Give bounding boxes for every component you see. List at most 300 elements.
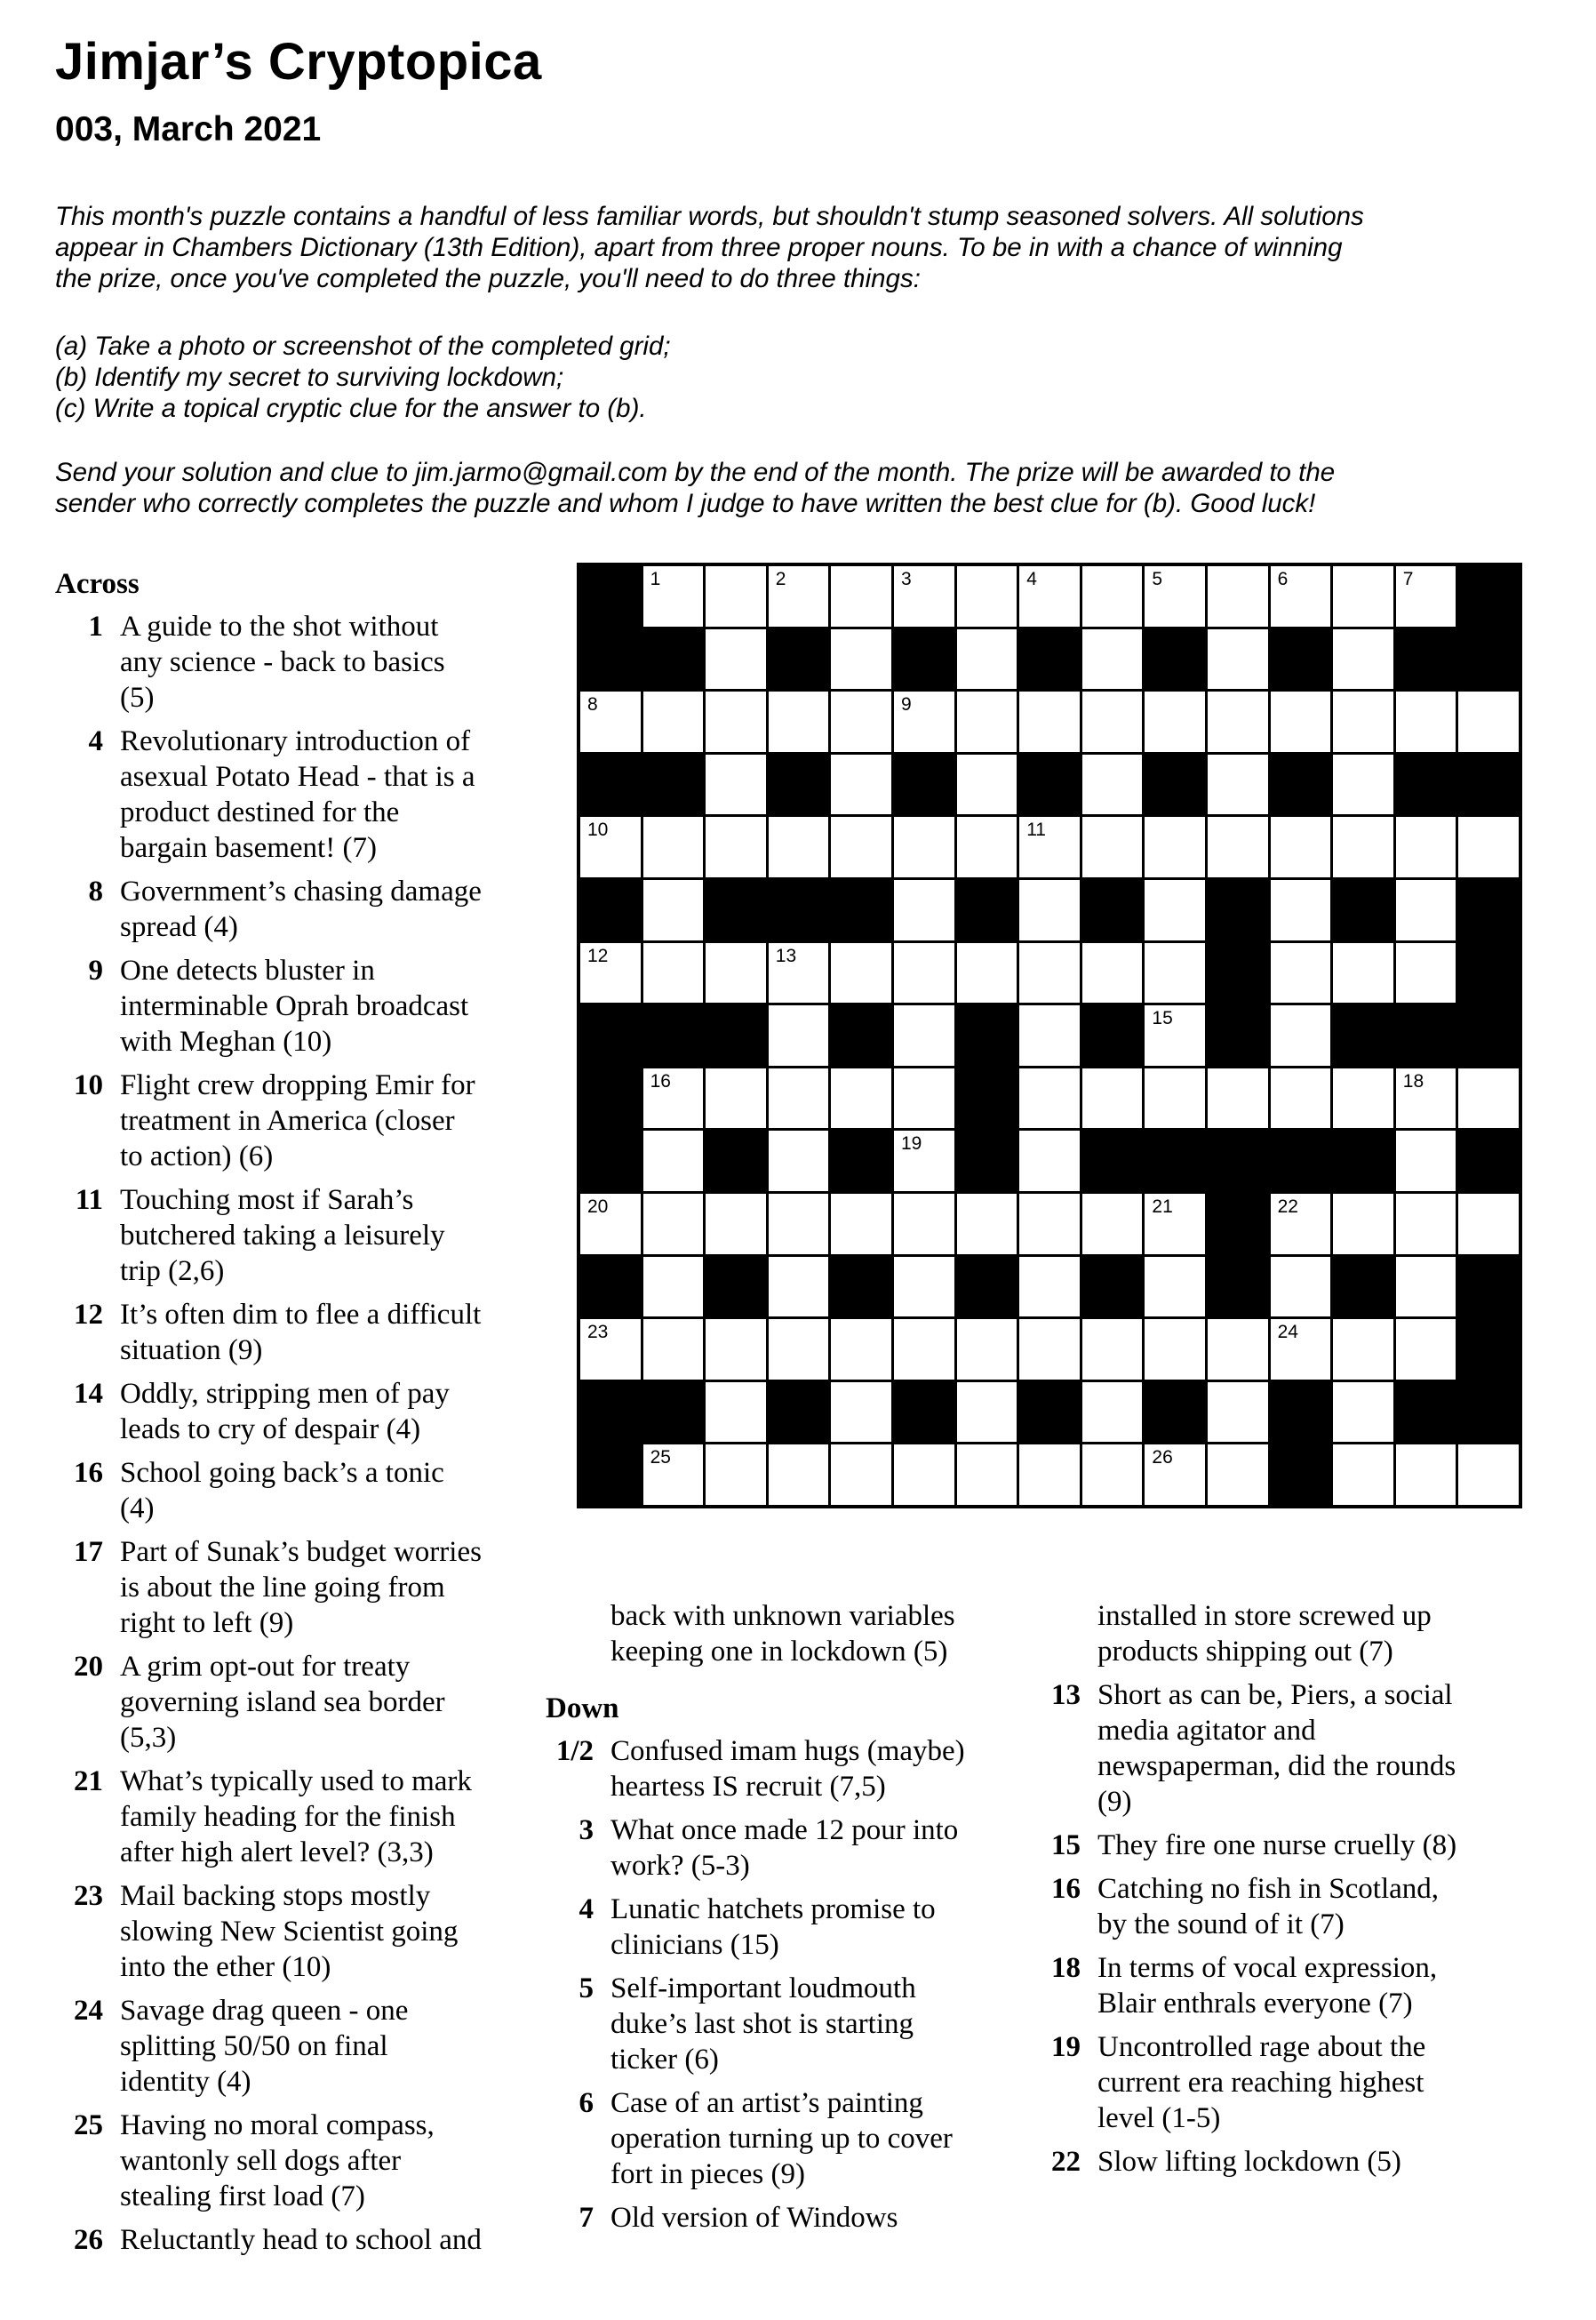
grid-cell[interactable]: [769, 943, 829, 1004]
grid-cell[interactable]: [1333, 1194, 1393, 1254]
clue-number: 5: [1152, 569, 1163, 589]
clue-number: 3: [579, 1814, 594, 1846]
grid-cell-black: [769, 1382, 829, 1443]
clue-item: [55, 1649, 553, 1756]
grid-cell[interactable]: [1458, 1194, 1519, 1254]
grid-cell[interactable]: [769, 1444, 829, 1505]
clue-number: 2: [775, 569, 786, 589]
grid-cell-black: [1208, 1194, 1268, 1254]
grid-cell-black: [1458, 1005, 1519, 1066]
down-clue-list: [1033, 1677, 1566, 2180]
clue-text-line: Catching no fish in Scotland,: [1097, 1873, 1440, 1905]
clue-text-line: family heading for the finish: [120, 1801, 456, 1833]
grid-cell-black: [769, 629, 829, 690]
clue-text-line: What once made 12 pour into: [610, 1814, 959, 1846]
grid-cell-black: [1458, 755, 1519, 815]
clue-text-line: Revolutionary introduction of: [120, 725, 471, 757]
grid-cell-black: [1082, 1005, 1143, 1066]
clue-text-line: What’s typically used to mark: [120, 1765, 472, 1797]
grid-cell-black: [1145, 1382, 1205, 1443]
clue-text-line: keeping one in lockdown (5): [610, 1636, 948, 1668]
grid-cell[interactable]: [1208, 566, 1268, 627]
grid-cell[interactable]: [831, 1382, 891, 1443]
clue-text-line: heartess IS recruit (7,5): [610, 1771, 886, 1803]
grid-cell[interactable]: [1458, 692, 1519, 752]
grid-cell[interactable]: [1145, 1194, 1205, 1254]
grid-cell[interactable]: [831, 1319, 891, 1380]
clue-text-line: product destined for the: [120, 796, 400, 828]
clue-number: 21: [1152, 1196, 1173, 1217]
grid-cell-black: [580, 880, 641, 940]
clue-number: 21: [74, 1765, 103, 1797]
clue-text-line: after high alert level? (3,3): [120, 1836, 434, 1868]
grid-cell[interactable]: [1019, 1005, 1080, 1066]
clue-text-line: newspaperman, did the rounds: [1097, 1750, 1456, 1782]
grid-cell-black: [706, 1257, 766, 1317]
grid-cell[interactable]: [1019, 566, 1080, 627]
grid-cell-black: [1082, 1257, 1143, 1317]
grid-cell[interactable]: [706, 1444, 766, 1505]
clue-number: 15: [1152, 1008, 1173, 1029]
clue-number: 11: [75, 1184, 103, 1216]
grid-cell[interactable]: [769, 692, 829, 752]
clue-text-line: A grim opt-out for treaty: [120, 1651, 411, 1683]
grid-cell[interactable]: [1396, 943, 1456, 1004]
grid-cell-black: [1396, 1005, 1456, 1066]
grid-cell[interactable]: [1271, 1319, 1331, 1380]
submission-paragraph: [55, 457, 1335, 519]
grid-cell-black: [957, 1068, 1017, 1129]
grid-cell[interactable]: [1019, 880, 1080, 940]
grid-cell[interactable]: [1208, 755, 1268, 815]
grid-cell[interactable]: [643, 1131, 704, 1191]
clue-number: 14: [1215, 945, 1236, 966]
grid-cell-black: [1208, 880, 1268, 940]
grid-cell[interactable]: [957, 692, 1017, 752]
grid-cell[interactable]: [643, 1319, 704, 1380]
grid-cell[interactable]: [1271, 1194, 1331, 1254]
grid-cell[interactable]: [1145, 566, 1205, 627]
grid-cell-black: [1145, 1131, 1205, 1191]
grid-cell[interactable]: [1019, 1194, 1080, 1254]
clue-number: 14: [74, 1378, 103, 1410]
grid-cell[interactable]: [957, 1319, 1017, 1380]
grid-cell[interactable]: [643, 1194, 704, 1254]
grid-cell[interactable]: [831, 692, 891, 752]
across-clue-continuation: [546, 1598, 1043, 1669]
clue-number: 12: [587, 945, 609, 966]
grid-cell-black: [1458, 1319, 1519, 1380]
grid-cell[interactable]: [1333, 1382, 1393, 1443]
clue-number: 26: [74, 2224, 103, 2256]
puzzle-issue: 003, March 2021: [55, 110, 322, 148]
grid-cell[interactable]: [894, 692, 954, 752]
clue-text-line: spread (4): [120, 911, 238, 943]
grid-cell[interactable]: [1145, 943, 1205, 1004]
grid-cell[interactable]: [894, 1257, 954, 1317]
grid-cell[interactable]: [1082, 817, 1143, 877]
clue-text-line: installed in store screwed up: [1097, 1600, 1432, 1632]
clue-text-line: into the ether (10): [120, 1951, 331, 1983]
grid-cell[interactable]: [1208, 692, 1268, 752]
grid-cell[interactable]: [831, 566, 891, 627]
grid-cell[interactable]: [957, 629, 1017, 690]
clue-text-line: asexual Potato Head - that is a: [120, 761, 475, 793]
grid-cell-black: [643, 629, 704, 690]
grid-cell[interactable]: [1396, 1068, 1456, 1129]
clue-text-line: Flight crew dropping Emir for: [120, 1069, 475, 1101]
clue-number: 20: [74, 1651, 103, 1683]
grid-cell[interactable]: [1458, 817, 1519, 877]
grid-cell-black: [706, 1131, 766, 1191]
grid-cell[interactable]: [706, 1319, 766, 1380]
grid-cell[interactable]: [1208, 1444, 1268, 1505]
clue-text-line: (5): [120, 682, 155, 714]
grid-cell[interactable]: [706, 943, 766, 1004]
grid-cell[interactable]: [1145, 692, 1205, 752]
grid-cell-black: [1271, 629, 1331, 690]
clue-item: [546, 1812, 1043, 1884]
grid-cell[interactable]: [894, 566, 954, 627]
clue-item: [1033, 2029, 1566, 2136]
grid-cell[interactable]: [1019, 817, 1080, 877]
clue-number: 4: [88, 725, 103, 757]
grid-cell[interactable]: [1019, 1257, 1080, 1317]
clue-number: 19: [1051, 2031, 1081, 2063]
grid-cell-black: [1458, 1382, 1519, 1443]
grid-cell[interactable]: [1208, 1319, 1268, 1380]
grid-cell[interactable]: [1082, 943, 1143, 1004]
grid-cell[interactable]: [769, 1257, 829, 1317]
clue-number: 1: [650, 569, 661, 589]
clue-number: 1/2: [555, 1735, 594, 1767]
grid-cell[interactable]: [1145, 1068, 1205, 1129]
clue-number: 15: [1051, 1829, 1081, 1861]
grid-cell[interactable]: [957, 1382, 1017, 1443]
grid-cell-black: [1458, 1257, 1519, 1317]
grid-cell[interactable]: [957, 566, 1017, 627]
clue-text-line: Mail backing stops mostly: [120, 1880, 431, 1912]
grid-cell[interactable]: [1271, 1068, 1331, 1129]
clue-text-line: A guide to the shot without: [120, 611, 439, 643]
clue-item: [1033, 1828, 1566, 1863]
clue-column-3: [1033, 1598, 1566, 2188]
grid-cell[interactable]: [1396, 566, 1456, 627]
clue-number: 7: [1402, 569, 1414, 589]
grid-cell[interactable]: [1271, 817, 1331, 877]
grid-cell[interactable]: [1396, 1257, 1456, 1317]
grid-cell[interactable]: [1082, 692, 1143, 752]
grid-cell[interactable]: [1396, 1194, 1456, 1254]
grid-cell[interactable]: [706, 629, 766, 690]
grid-cell[interactable]: [1082, 1194, 1143, 1254]
grid-cell[interactable]: [1019, 1131, 1080, 1191]
clue-text-line: treatment in America (closer: [120, 1105, 455, 1137]
clue-text-line: back with unknown variables: [610, 1600, 955, 1632]
grid-cell[interactable]: [957, 943, 1017, 1004]
grid-cell[interactable]: [1396, 817, 1456, 877]
grid-cell[interactable]: [1271, 943, 1331, 1004]
grid-cell[interactable]: [1082, 566, 1143, 627]
grid-cell[interactable]: [643, 566, 704, 627]
instruction-item: (b) Identify my secret to surviving lockdown;: [55, 363, 564, 392]
grid-cell[interactable]: [1082, 1068, 1143, 1129]
grid-cell[interactable]: [894, 943, 954, 1004]
grid-cell-black: [1019, 755, 1080, 815]
grid-cell-black: [1271, 1131, 1331, 1191]
grid-cell-black: [769, 755, 829, 815]
grid-cell[interactable]: [1271, 1257, 1331, 1317]
clue-number: 16: [74, 1457, 103, 1489]
grid-cell[interactable]: [894, 1068, 954, 1129]
intro-line: appear in Chambers Dictionary (13th Edition), apart from three proper nouns. To be in with a chance of winning: [55, 233, 1343, 262]
grid-cell[interactable]: [643, 817, 704, 877]
intro-line: the prize, once you've completed the puzzle, you'll need to do three things:: [55, 264, 921, 293]
across-clue-list: [55, 609, 553, 2258]
grid-cell[interactable]: [769, 1005, 829, 1066]
instructions-list: [55, 331, 671, 424]
clue-number: 17: [963, 1070, 985, 1092]
grid-cell[interactable]: [1333, 755, 1393, 815]
clue-text-line: Oddly, stripping men of pay: [120, 1378, 450, 1410]
grid-cell[interactable]: [580, 1194, 641, 1254]
clue-item: [55, 2222, 553, 2258]
grid-cell[interactable]: [1333, 1319, 1393, 1380]
grid-cell[interactable]: [1145, 1444, 1205, 1505]
grid-cell[interactable]: [706, 566, 766, 627]
grid-cell-black: [1333, 1131, 1393, 1191]
grid-cell[interactable]: [1396, 1131, 1456, 1191]
clue-text-line: operation turning up to cover: [610, 2123, 953, 2155]
grid-cell[interactable]: [1082, 629, 1143, 690]
grid-cell-black: [1208, 1131, 1268, 1191]
grid-cell-black: [580, 1005, 641, 1066]
grid-cell-black: [1271, 755, 1331, 815]
clue-text-line: interminable Oprah broadcast: [120, 990, 469, 1022]
grid-cell[interactable]: [769, 1131, 829, 1191]
grid-cell[interactable]: [643, 1068, 704, 1129]
clue-item: [55, 874, 553, 945]
clue-item: [1033, 1950, 1566, 2021]
grid-cell[interactable]: [1271, 1005, 1331, 1066]
grid-cell[interactable]: [1208, 817, 1268, 877]
grid-cell-black: [1333, 1005, 1393, 1066]
grid-cell[interactable]: [643, 943, 704, 1004]
grid-cell[interactable]: [1145, 817, 1205, 877]
grid-cell-black: [1458, 880, 1519, 940]
grid-cell[interactable]: [1019, 1444, 1080, 1505]
grid-cell[interactable]: [706, 1194, 766, 1254]
clue-text-line: Touching most if Sarah’s: [120, 1184, 414, 1216]
clue-item: [1033, 2144, 1566, 2180]
clue-text-line: One detects bluster in: [120, 955, 375, 987]
clue-item: [55, 1068, 553, 1174]
grid-cell[interactable]: [580, 692, 641, 752]
clue-text-line: They fire one nurse cruelly (8): [1097, 1829, 1457, 1861]
grid-cell[interactable]: [1458, 1444, 1519, 1505]
clue-number: 26: [1152, 1447, 1173, 1468]
grid-cell-black: [1145, 755, 1205, 815]
grid-cell-black: [1019, 1382, 1080, 1443]
clue-text-line: Government’s chasing damage: [120, 876, 482, 908]
grid-cell[interactable]: [643, 1257, 704, 1317]
clue-text-line: slowing New Scientist going: [120, 1916, 459, 1948]
clue-text-line: governing island sea border: [120, 1686, 445, 1718]
grid-cell[interactable]: [1082, 755, 1143, 815]
grid-cell[interactable]: [957, 817, 1017, 877]
grid-cell[interactable]: [831, 1068, 891, 1129]
clue-number: 13: [775, 945, 797, 966]
grid-cell[interactable]: [1208, 1382, 1268, 1443]
clue-item: [55, 953, 553, 1060]
grid-cell[interactable]: [831, 943, 891, 1004]
grid-cell[interactable]: [894, 1319, 954, 1380]
grid-cell-black: [1208, 943, 1268, 1004]
grid-cell-black: [831, 1005, 891, 1066]
intro-line: Send your solution and clue to jim.jarmo@gmail.com by the end of the month. The prize will be awarded to the: [55, 458, 1336, 487]
grid-cell[interactable]: [1271, 566, 1331, 627]
clue-number: 23: [74, 1880, 103, 1912]
grid-cell[interactable]: [1208, 629, 1268, 690]
grid-cell[interactable]: [1271, 692, 1331, 752]
clue-number: 24: [74, 1995, 103, 2027]
grid-cell-black: [1145, 629, 1205, 690]
grid-cell[interactable]: [1333, 1068, 1393, 1129]
grid-cell[interactable]: [1333, 1444, 1393, 1505]
grid-cell[interactable]: [1333, 629, 1393, 690]
grid-cell[interactable]: [706, 692, 766, 752]
grid-cell[interactable]: [580, 943, 641, 1004]
grid-cell[interactable]: [706, 817, 766, 877]
grid-cell[interactable]: [1145, 1319, 1205, 1380]
grid-cell[interactable]: [1333, 943, 1393, 1004]
grid-cell[interactable]: [1019, 1068, 1080, 1129]
clue-text-line: any science - back to basics: [120, 646, 445, 678]
grid-cell[interactable]: [1333, 817, 1393, 877]
clue-number: 6: [1277, 569, 1289, 589]
grid-cell[interactable]: [1396, 1319, 1456, 1380]
clue-text-line: Having no moral compass,: [120, 2109, 435, 2141]
grid-cell[interactable]: [1082, 1444, 1143, 1505]
clue-text-line: bargain basement! (7): [120, 832, 377, 864]
clue-text-line: splitting 50/50 on final: [120, 2030, 388, 2062]
grid-cell[interactable]: [769, 1068, 829, 1129]
clue-text-line: Part of Sunak’s budget worries: [120, 1536, 482, 1568]
grid-cell[interactable]: [957, 1194, 1017, 1254]
grid-cell-black: [643, 1382, 704, 1443]
grid-cell[interactable]: [1208, 1068, 1268, 1129]
clue-text-line: Lunatic hatchets promise to: [610, 1893, 936, 1925]
grid-cell[interactable]: [894, 1194, 954, 1254]
grid-cell[interactable]: [831, 1194, 891, 1254]
clue-text-line: Reluctantly head to school and: [120, 2224, 482, 2256]
grid-cell[interactable]: [1458, 1068, 1519, 1129]
grid-cell-black: [957, 1257, 1017, 1317]
grid-cell-black: [580, 1382, 641, 1443]
clue-item: [1033, 1677, 1566, 1820]
grid-cell[interactable]: [1145, 1005, 1205, 1066]
grid-cell-black: [706, 880, 766, 940]
clue-number: 4: [1026, 569, 1037, 589]
clue-number: 17: [74, 1536, 103, 1568]
grid-cell[interactable]: [894, 880, 954, 940]
clue-text-line: current era reaching highest: [1097, 2067, 1424, 2099]
clue-text-line: (9): [1097, 1786, 1132, 1818]
grid-cell-black: [1019, 629, 1080, 690]
clue-number: 8: [587, 694, 598, 716]
grid-cell-black: [580, 629, 641, 690]
grid-cell[interactable]: [769, 566, 829, 627]
grid-cell[interactable]: [643, 880, 704, 940]
grid-cell[interactable]: [1396, 1444, 1456, 1505]
clue-text-line: butchered taking a leisurely: [120, 1220, 445, 1252]
grid-cell-black: [1333, 880, 1393, 940]
grid-cell[interactable]: [1396, 880, 1456, 940]
grid-cell[interactable]: [894, 1005, 954, 1066]
grid-cell[interactable]: [1333, 566, 1393, 627]
clue-number: 8: [88, 876, 103, 908]
intro-line: sender who correctly completes the puzzle and whom I judge to have written the best clue for (b). Good luck!: [55, 489, 1316, 518]
grid-cell-black: [831, 1257, 891, 1317]
clue-text-line: identity (4): [120, 2066, 251, 2098]
puzzle-title: Jimjar’s Cryptopica: [55, 33, 542, 91]
grid-cell[interactable]: [706, 1382, 766, 1443]
grid-cell[interactable]: [894, 817, 954, 877]
grid-cell[interactable]: [769, 817, 829, 877]
grid-cell[interactable]: [831, 817, 891, 877]
clue-number: 5: [579, 1972, 594, 2004]
grid-cell[interactable]: [831, 755, 891, 815]
grid-cell[interactable]: [1145, 1257, 1205, 1317]
grid-cell[interactable]: [1019, 692, 1080, 752]
clue-text-line: In terms of vocal expression,: [1097, 1952, 1438, 1984]
grid-cell[interactable]: [957, 1444, 1017, 1505]
grid-cell[interactable]: [1082, 1319, 1143, 1380]
grid-cell[interactable]: [831, 629, 891, 690]
grid-cell[interactable]: [706, 1068, 766, 1129]
grid-cell[interactable]: [1271, 880, 1331, 940]
clue-text-line: wantonly sell dogs after: [120, 2145, 402, 2177]
down-clue-continuation: [1033, 1598, 1566, 1669]
grid-cell[interactable]: [643, 1444, 704, 1505]
clue-text-line: Short as can be, Piers, a social: [1097, 1679, 1453, 1711]
grid-cell[interactable]: [1333, 692, 1393, 752]
grid-cell[interactable]: [1396, 692, 1456, 752]
grid-cell[interactable]: [1019, 943, 1080, 1004]
clue-text-line: Slow lifting lockdown (5): [1097, 2146, 1401, 2178]
clue-number: 19: [901, 1133, 922, 1155]
grid-cell[interactable]: [643, 692, 704, 752]
grid-cell[interactable]: [1145, 880, 1205, 940]
grid-cell[interactable]: [831, 1444, 891, 1505]
clue-text-line: to action) (6): [120, 1140, 274, 1172]
grid-cell[interactable]: [769, 1319, 829, 1380]
grid-cell[interactable]: [580, 1319, 641, 1380]
clue-text-line: fort in pieces (9): [610, 2158, 805, 2190]
grid-cell[interactable]: [957, 755, 1017, 815]
grid-cell[interactable]: [894, 1444, 954, 1505]
grid-cell[interactable]: [1082, 1382, 1143, 1443]
clue-number: 22: [1277, 1196, 1298, 1217]
grid-cell[interactable]: [580, 817, 641, 877]
clue-number: 4: [579, 1893, 594, 1925]
grid-cell[interactable]: [769, 1194, 829, 1254]
grid-cell[interactable]: [1019, 1319, 1080, 1380]
clue-item: [546, 1733, 1043, 1804]
grid-cell[interactable]: [706, 755, 766, 815]
clue-text-line: by the sound of it (7): [1097, 1908, 1345, 1940]
grid-cell[interactable]: [894, 1131, 954, 1191]
